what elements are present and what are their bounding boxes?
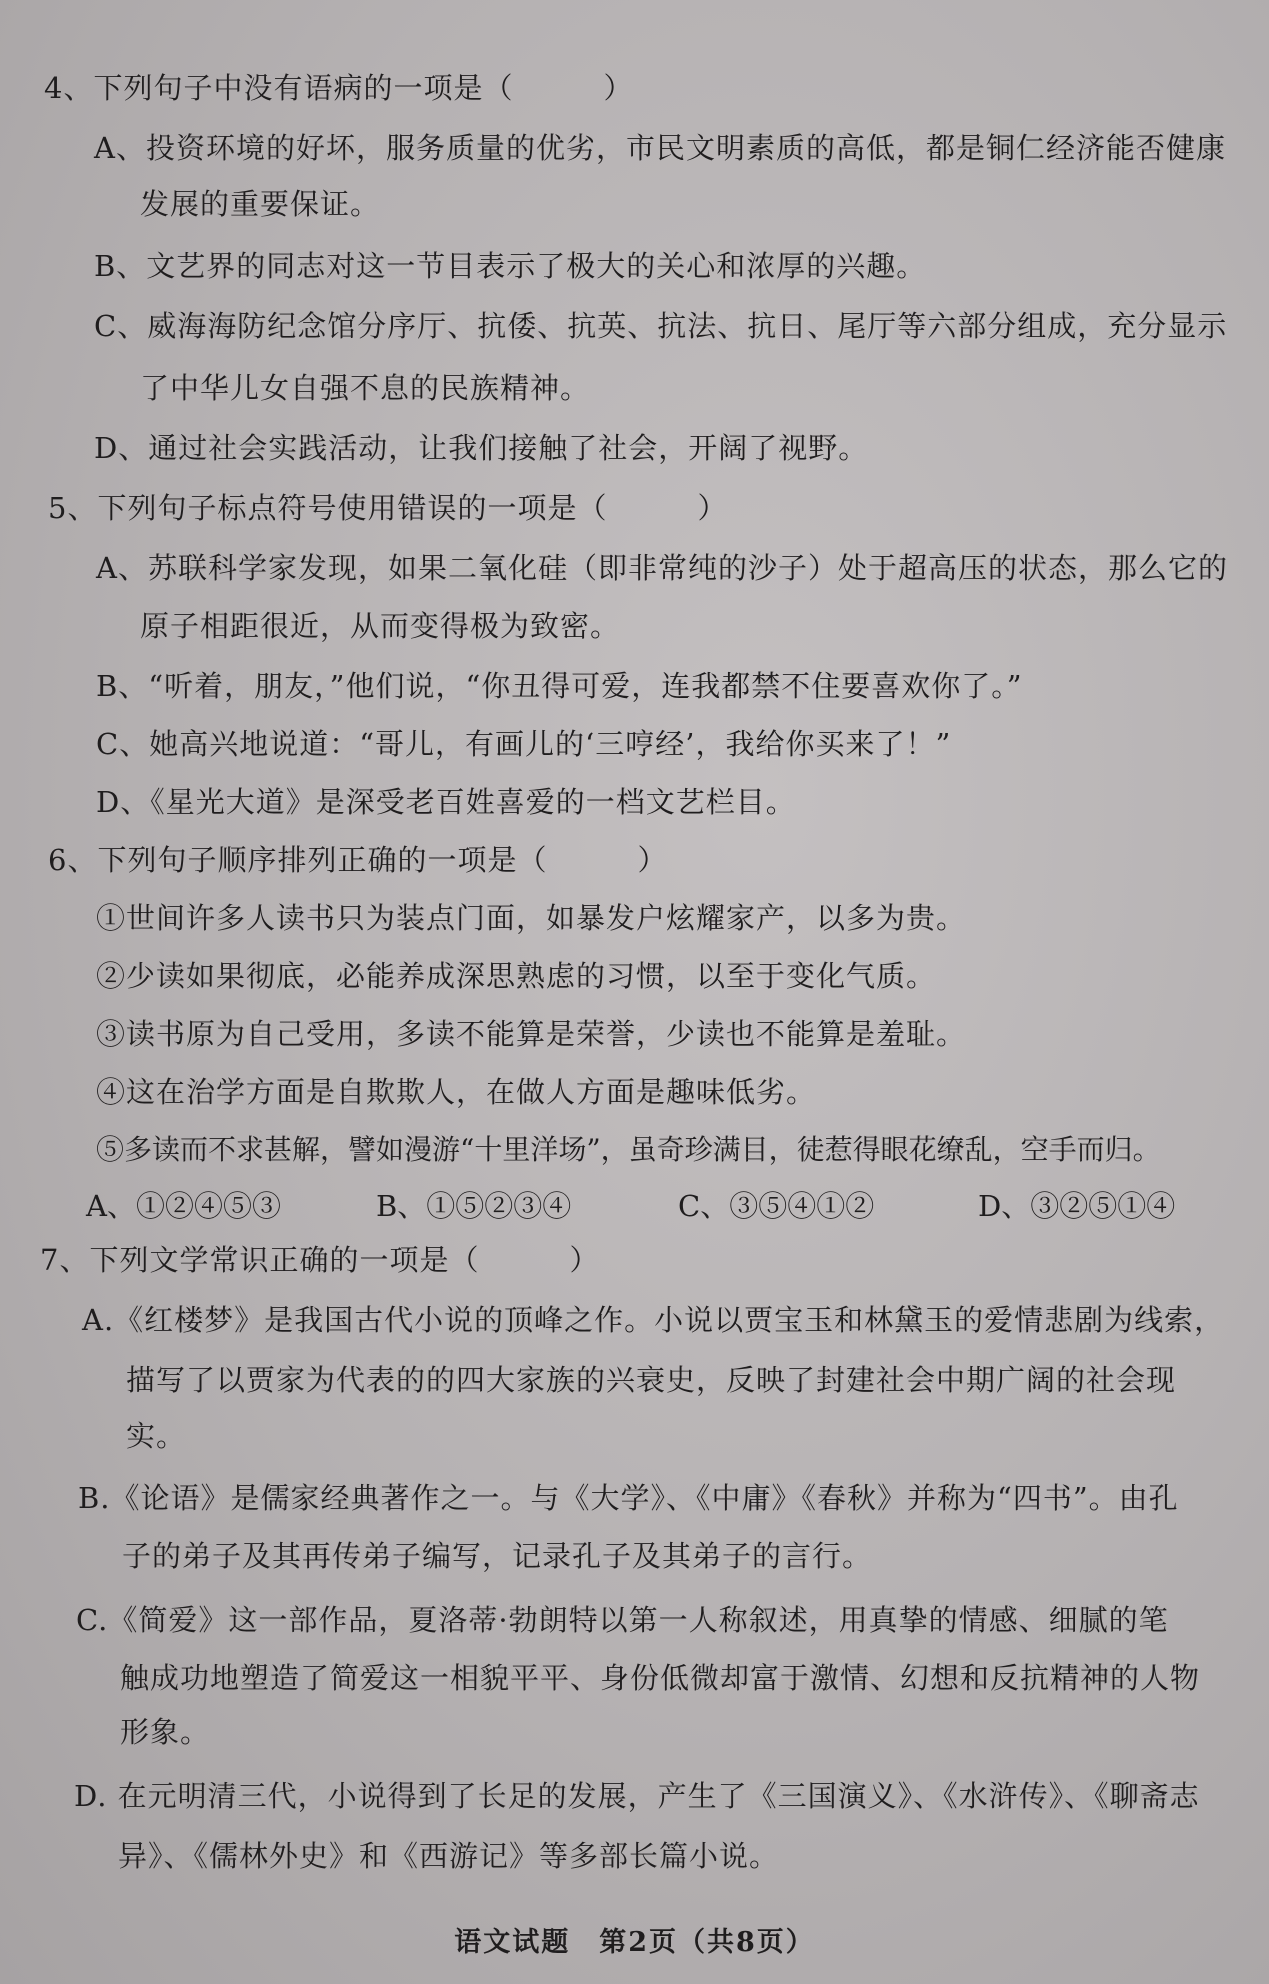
q4-option-d: D、通过社会实践活动，让我们接触了社会，开阔了视野。 — [94, 431, 869, 465]
q7-option-a-line2: 描写了以贾家为代表的的四大家族的兴衰史，反映了封建社会中期广阔的社会现 — [126, 1363, 1177, 1397]
q6-sentence-5: ⑤多读而不求甚解，譬如漫游“十里洋场”，虽奇珍满目，徒惹得眼花缭乱，空手而归。 — [96, 1133, 1161, 1166]
q7-option-b-line1: B.《论语》是儒家经典著作之一。与《大学》、《中庸》《春秋》并称为“四书”。由孔 — [78, 1481, 1179, 1515]
q7-option-b-line2: 子的弟子及其再传弟子编写，记录孔子及其弟子的言行。 — [122, 1539, 873, 1573]
q6-option-d: D、③②⑤①④ — [978, 1189, 1176, 1223]
q7-option-d-line2: 异》、《儒林外史》和《西游记》等多部长篇小说。 — [118, 1839, 780, 1873]
question-7-stem: 7、下列文学常识正确的一项是（ ） — [40, 1243, 600, 1277]
q4-option-c-line1: C、威海海防纪念馆分序厅、抗倭、抗英、抗法、抗日、尾厅等六部分组成，充分显示 — [94, 309, 1228, 343]
q5-option-d: D、《星光大道》是深受老百姓喜爱的一档文艺栏目。 — [96, 785, 796, 819]
q6-sentence-4: ④这在治学方面是自欺欺人，在做人方面是趣味低劣。 — [96, 1075, 817, 1109]
q7-option-a-line1: A.《红楼梦》是我国古代小说的顶峰之作。小说以贾宝玉和林黛玉的爱情悲剧为线索， — [82, 1303, 1225, 1337]
q5-option-c: C、她高兴地说道：“哥儿，有画儿的‘三哼经’，我给你买来了！” — [96, 727, 952, 761]
q5-option-a-line1: A、苏联科学家发现，如果二氧化硅（即非常纯的沙子）处于超高压的状态，那么它的 — [96, 551, 1228, 585]
q7-option-c-line3: 形象。 — [120, 1715, 211, 1749]
q5-option-a-line2: 原子相距很近，从而变得极为致密。 — [140, 609, 621, 643]
q6-option-a: A、①②④⑤③ — [86, 1189, 281, 1223]
q6-sentence-1: ①世间许多人读书只为装点门面，如暴发户炫耀家产，以多为贵。 — [96, 901, 967, 935]
q6-option-b: B、①⑤②③④ — [376, 1189, 572, 1223]
q7-option-c-line1: C.《简爱》这一部作品，夏洛蒂·勃朗特以第一人称叙述，用真挚的情感、细腻的笔 — [76, 1603, 1169, 1637]
question-5-stem: 5、下列句子标点符号使用错误的一项是（ ） — [48, 491, 728, 525]
page-footer: 语文试题 第2页（共8页） — [454, 1927, 815, 1958]
question-6-stem: 6、下列句子顺序排列正确的一项是（ ） — [48, 843, 668, 877]
q4-option-b: B、文艺界的同志对这一节目表示了极大的关心和浓厚的兴趣。 — [94, 249, 927, 283]
q5-option-b: B、“听着，朋友，”他们说，“你丑得可爱，连我都禁不住要喜欢你了。” — [96, 669, 1023, 703]
q4-option-a-line1: A、投资环境的好坏，服务质量的优劣，市民文明素质的高低，都是铜仁经济能否健康 — [94, 131, 1226, 165]
q7-option-a-line3: 实。 — [126, 1419, 187, 1453]
q6-sentence-2: ②少读如果彻底，必能养成深思熟虑的习惯，以至于变化气质。 — [96, 959, 937, 993]
question-4-stem: 4、下列句子中没有语病的一项是（ ） — [44, 71, 634, 105]
q6-option-c: C、③⑤④①② — [678, 1189, 875, 1223]
q4-option-a-line2: 发展的重要保证。 — [140, 187, 381, 221]
q7-option-d-line1: D. 在元明清三代，小说得到了长足的发展，产生了《三国演义》、《水浒传》、《聊斋志 — [74, 1779, 1200, 1813]
q4-option-c-line2: 了中华儿女自强不息的民族精神。 — [140, 371, 591, 405]
q7-option-c-line2: 触成功地塑造了简爱这一相貌平平、身份低微却富于激情、幻想和反抗精神的人物 — [120, 1661, 1201, 1695]
q6-sentence-3: ③读书原为自己受用，多读不能算是荣誉，少读也不能算是羞耻。 — [96, 1017, 967, 1051]
